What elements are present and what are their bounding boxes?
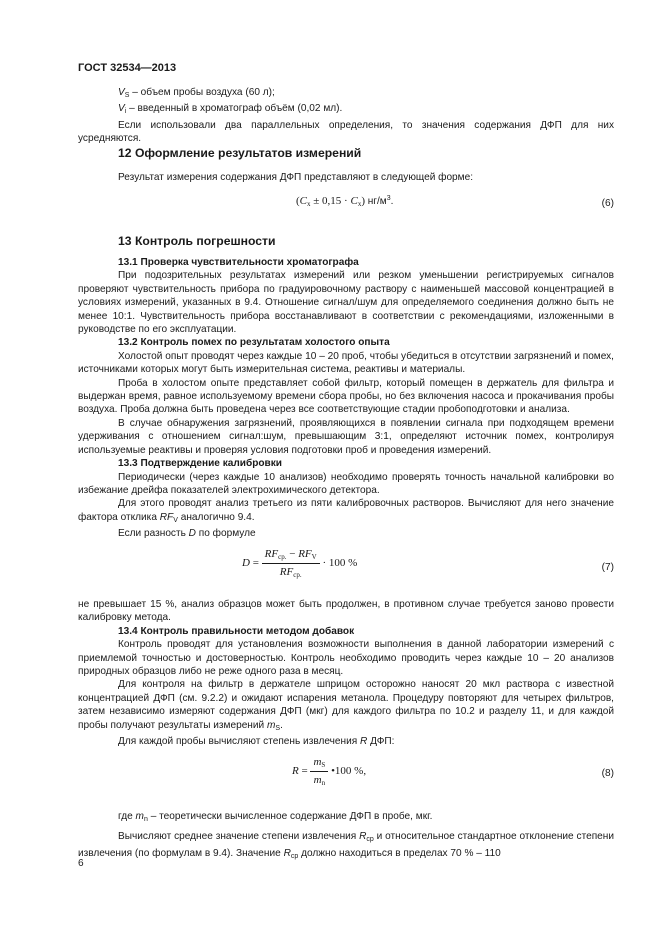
paragraph: Холостой опыт проводят через каждые 10 – 20 проб, чтобы убедиться в отсутствии загрязнений и помех, источниками которых могут быть измерительная система, реактивы и материалы. bbox=[78, 350, 614, 376]
formula-8: R = $\frac{m_S}{m_n}$ •100 %, (8) bbox=[292, 756, 614, 787]
paragraph: Если разность D по формуле bbox=[118, 528, 256, 540]
paragraph: Результат измерения содержания ДФП представляют в следующей форме: bbox=[118, 172, 474, 183]
section-13-body-end bbox=[78, 810, 614, 863]
section-13 bbox=[78, 235, 614, 248]
formula-number: (8) bbox=[601, 768, 614, 779]
formula-number: (7) bbox=[601, 562, 614, 573]
subsection-13-3-title: 13.3 Подтверждение калибровки bbox=[118, 458, 283, 470]
variable-vs: $V_S$ – объем пробы воздуха (60 л); bbox=[118, 87, 275, 99]
paragraph: Периодически (через каждые 10 анализов) необходимо проверять точность начальной калибровки во избежание дрейфа показателей электрохимического детектора. bbox=[78, 471, 614, 496]
paragraph: Вычисляют среднее значение степени извлечения $R_{ср}$ и относительное стандартное отклонение степени извлечения (по формулам в 9.4). Значение $R_{ср}$ должно находиться в пределах 70 % – 110 bbox=[78, 831, 614, 860]
section-12 bbox=[78, 147, 614, 160]
paragraph: При подозрительных результатах измерений или резком уменьшении регистрируемых сигналов проверяют чувствительность прибора по градуировочному раствору с наименьшей массовой концентрацией в условиях измерений, указанных в 9.4. Отношение сигнал/шум для определяемого соединения должно быть не менее 10:1. Чувствительность прибора восстанавливают в соответствии с рекомендациями, изложенными в руководстве по его эксплуатации. bbox=[78, 270, 614, 336]
paragraph: Если использовали два параллельных определения, то значения содержания ДФП для них усредняются. bbox=[78, 119, 614, 145]
page-number: 6 bbox=[78, 858, 84, 869]
paragraph: Для этого проводят анализ третьего из пяти калибровочных растворов. Вычисляют для него значение фактора отклика $RF_V$ аналогично 9.4. bbox=[78, 498, 614, 524]
paragraph: Проба в холостом опыте представляет собой фильтр, который помещен в держатель для фильтра и выдержан время, равное используемому времени сбора пробы, но без включения насоса и прокачивания пробы воздуха. Проба должна быть проведена через все соответствующие стадии пробоподготовки и анализа. bbox=[78, 377, 614, 416]
formula-7: D = $\frac{RF_{ср.} - RF_V}{RF_{ср.}}$ · 100 % (7) bbox=[242, 548, 614, 579]
paragraph: Для каждой пробы вычисляют степень извлечения R ДФП: bbox=[118, 736, 395, 748]
subsection-13-2-title: 13.2 Контроль помех по результатам холостого опыта bbox=[118, 337, 390, 349]
section-12-title: 12 Оформление результатов измерений bbox=[118, 146, 362, 160]
document-header: ГОСТ 32534—2013 bbox=[78, 62, 177, 74]
section-13-title: 13 Контроль погрешности bbox=[118, 234, 276, 248]
variable-vi: $V_i$ – введенный в хроматограф объём (0,02 мл). bbox=[118, 103, 343, 116]
subsection-13-1-title: 13.1 Проверка чувствительности хроматографа bbox=[118, 257, 359, 268]
paragraph: В случае обнаружения загрязнений, проявляющихся в появлении сигнала при подходящем времени удерживания с отношением сигнал:шум, превышающим 3:1, определяют источник помех, контролируя используемые реактивы и проверяя условия подготовки проб и проведения измерений. bbox=[78, 417, 614, 456]
paragraph: не превышает 15 %, анализ образцов может быть продолжен, в противном случае требуется заново провести калибровку метода. bbox=[78, 599, 614, 624]
section-13-body-cont bbox=[78, 598, 614, 748]
paragraph: Для контроля на фильтр в держателе шприцом осторожно наносят 20 мкл раствора с известной концентрацией ДФП (см. 9.2.2) и ожидают испарения метанола. Процедуру повторяют для четырех фильтров, затем независимо измеряют содержания ДФП (мкг) для каждого фильтра по 10.2 и разделу 11, и для каждой пробы получают результаты измерений $m_S$. bbox=[78, 679, 614, 732]
subsection-13-4-title: 13.4 Контроль правильности методом добавок bbox=[118, 625, 355, 637]
section-13-body bbox=[78, 256, 614, 541]
formula-6: $(C_x \pm 0,15 \cdot C_x)$ $нг/м^3$. (6) bbox=[296, 195, 614, 209]
paragraph: Контроль проводят для установления возможности выполнения в данной лаборатории измерений с приемлемой точностью и достоверностью. Контроль необходимо проводить через каждые 10 – 20 анализов природных образцов либо не реже одного раза в месяц. bbox=[78, 639, 614, 678]
where-clause: где $m_n$ – теоретически вычисленное содержание ДФП в пробе, мкг. bbox=[118, 811, 433, 823]
formula-number: (6) bbox=[601, 198, 614, 209]
variables-block bbox=[78, 86, 614, 146]
